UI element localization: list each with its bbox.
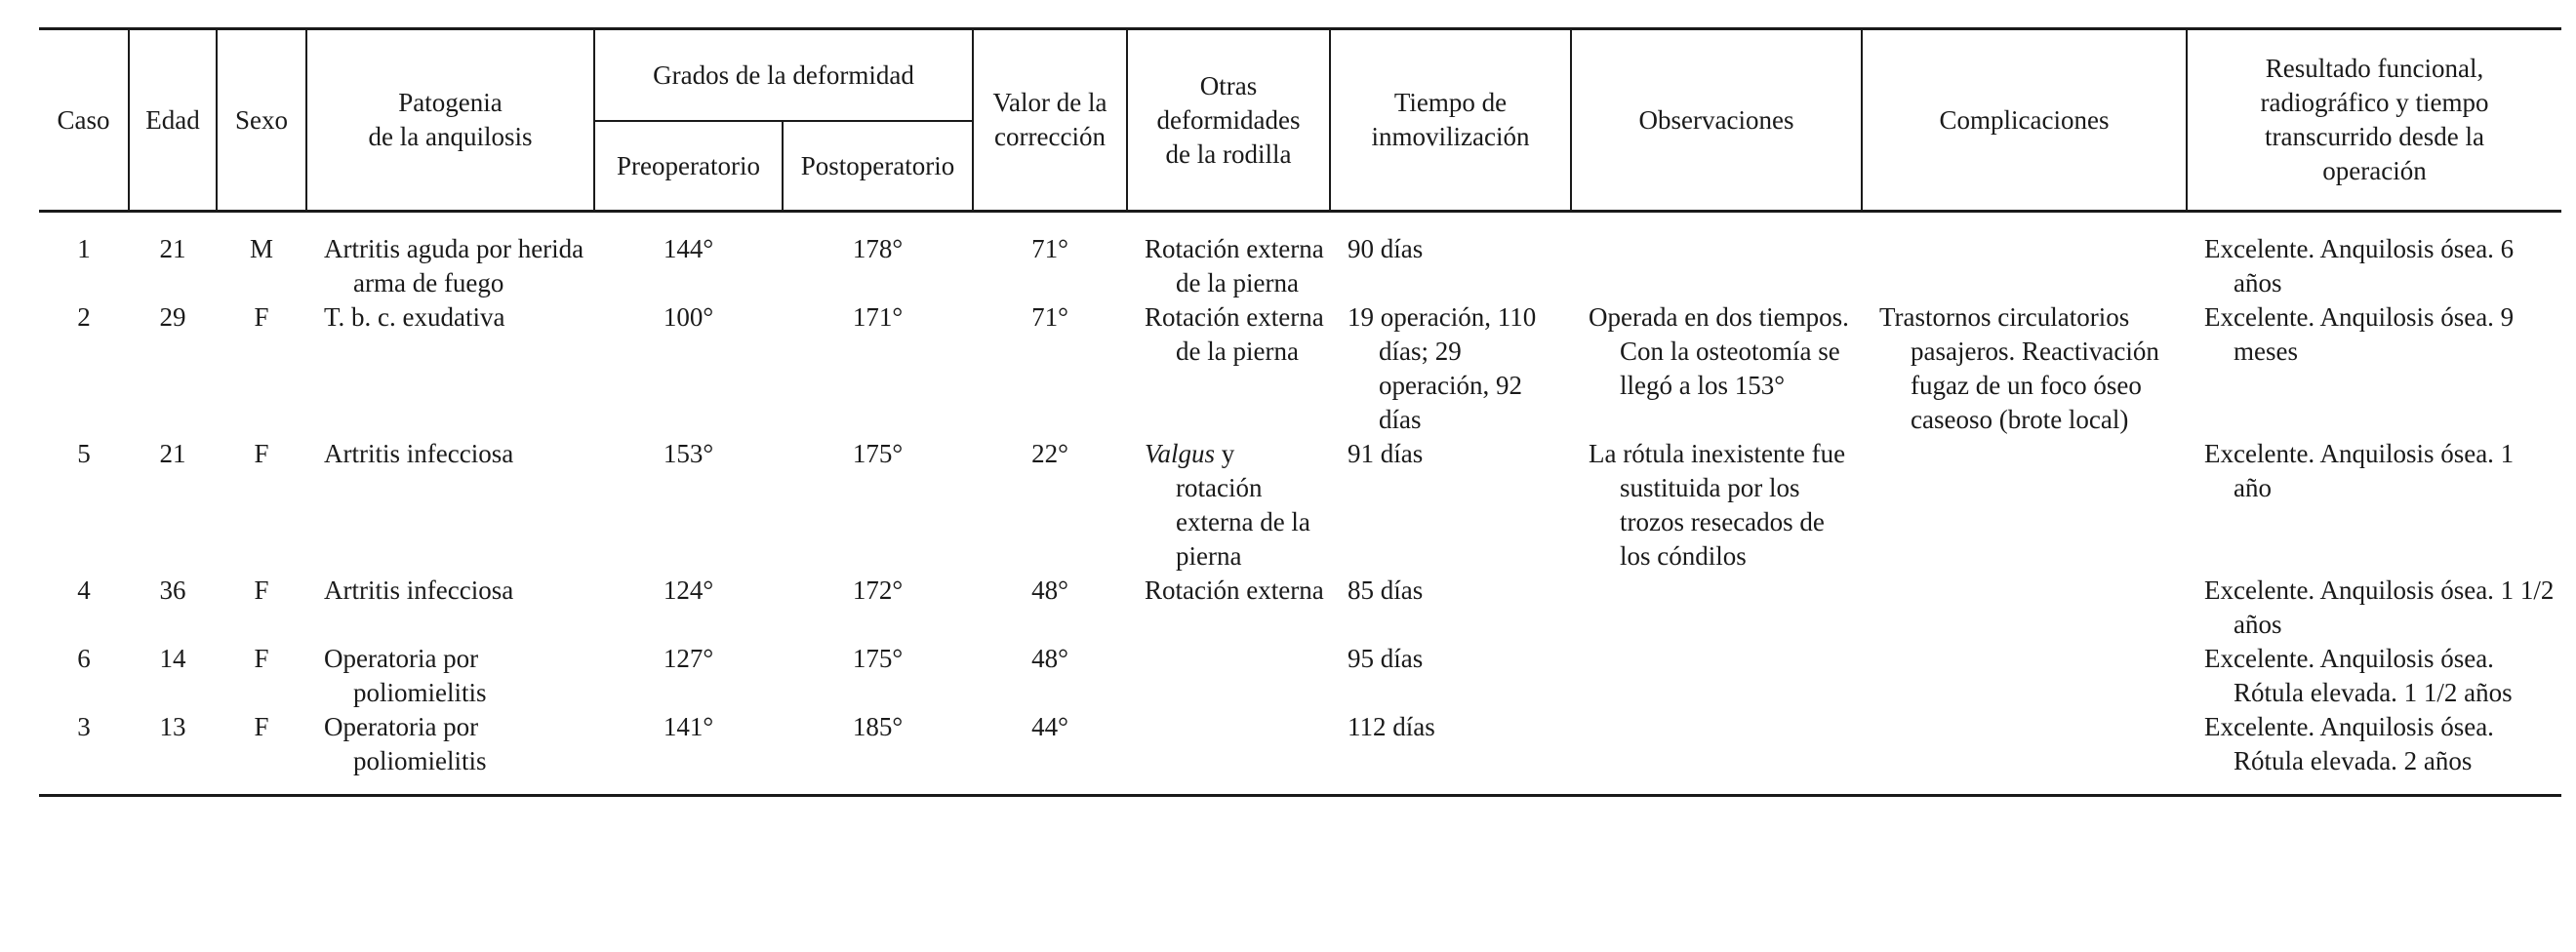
- header-resultado-line: operación: [2322, 156, 2427, 185]
- header-caso: Caso: [39, 29, 129, 212]
- cell-valor: 44°: [973, 710, 1127, 796]
- cell-observaciones: [1571, 574, 1862, 642]
- cell-sexo: M: [249, 234, 273, 263]
- cell-observaciones: Operada en dos tiempos. Con la osteotomía se llegó a los 153°: [1589, 302, 1849, 400]
- cell-otras: [1127, 212, 1330, 301]
- header-valor-line: corrección: [994, 122, 1106, 151]
- cell-preoperatorio: 124°: [663, 575, 714, 605]
- header-preoperatorio: Preoperatorio: [594, 121, 783, 212]
- cell-complicaciones: [1862, 710, 2187, 796]
- cell-resultado: Excelente. Anquilosis ósea. 1 año: [2204, 439, 2515, 502]
- cell-tiempo: 19 operación, 110 días; 29 operación, 92 días: [1348, 302, 1537, 434]
- cell-edad: 36: [159, 575, 186, 605]
- cell-complicaciones: [1862, 642, 2187, 710]
- cell-caso: 2: [77, 302, 91, 332]
- header-valor-line: Valor de la: [992, 88, 1107, 117]
- cell-resultado: Excelente. Anquilosis ósea. Rótula elevada. 1 1/2 años: [2204, 644, 2513, 707]
- header-resultado-line: transcurrido desde la: [2265, 122, 2484, 151]
- cell-preoperatorio: 127°: [663, 644, 714, 673]
- cell-observaciones: [1571, 642, 1862, 710]
- cell-patogenia: Operatoria por poliomielitis: [306, 710, 594, 796]
- header-tiempo-line: inmovilización: [1371, 122, 1530, 151]
- cell-postoperatorio: 171°: [852, 302, 904, 332]
- cell-valor: 71°: [1031, 302, 1068, 332]
- table-row: [39, 300, 2561, 437]
- cell-complicaciones: Trastornos circulatorios pasajeros. Reactivación fugaz de un foco óseo caseoso (brote local): [1879, 302, 2159, 434]
- cell-preoperatorio: 100°: [663, 302, 714, 332]
- cell-sexo: F: [254, 302, 269, 332]
- header-valor-correccion: [973, 29, 1127, 212]
- cell-preoperatorio: 141°: [594, 710, 783, 796]
- cell-sexo: F: [254, 439, 269, 468]
- cell-tiempo: 95 días: [1348, 644, 1424, 673]
- cell-edad: 21: [159, 439, 186, 468]
- clinical-table-container: [39, 27, 2561, 797]
- cell-patogenia: Artritis infecciosa: [324, 575, 514, 605]
- cell-caso: 1: [77, 234, 91, 263]
- cell-tiempo: 85 días: [1348, 575, 1424, 605]
- header-complicaciones: Complicaciones: [1862, 29, 2187, 212]
- cell-otras: [1127, 437, 1330, 574]
- cell-patogenia: Operatoria por poliomielitis: [324, 644, 487, 707]
- anquilosis-cases-table: [39, 27, 2561, 797]
- cell-otras-text: y rotación externa de la pierna: [1176, 439, 1310, 571]
- cell-postoperatorio: 185°: [783, 710, 973, 796]
- cell-postoperatorio: 175°: [852, 439, 904, 468]
- header-edad: Edad: [129, 29, 217, 212]
- header-grados-deformidad: Grados de la deformidad: [594, 29, 973, 122]
- cell-postoperatorio: 172°: [852, 575, 904, 605]
- cell-observaciones: [1571, 710, 1862, 796]
- header-postoperatorio: Postoperatorio: [783, 121, 973, 212]
- cell-complicaciones: [1862, 574, 2187, 642]
- cell-valor: 48°: [1031, 644, 1068, 673]
- header-resultado-line: radiográfico y tiempo: [2260, 88, 2489, 117]
- cell-complicaciones: [1862, 212, 2187, 301]
- cell-valor: 22°: [1031, 439, 1068, 468]
- table-row: [39, 437, 2561, 574]
- cell-observaciones: [1571, 212, 1862, 301]
- cell-sexo: F: [217, 710, 306, 796]
- cell-complicaciones: [1862, 437, 2187, 574]
- cell-patogenia: T. b. c. exudativa: [324, 302, 505, 332]
- cell-observaciones: La rótula inexistente fue sustituida por los trozos resecados de los cóndilos: [1589, 439, 1846, 571]
- cell-otras-text: Rotación externa: [1145, 575, 1324, 605]
- cell-caso: 6: [77, 644, 91, 673]
- table-header: [39, 29, 2561, 212]
- cell-postoperatorio: 178°: [852, 234, 904, 263]
- cell-postoperatorio: 175°: [852, 644, 904, 673]
- cell-caso: 5: [77, 439, 91, 468]
- cell-tiempo: 112 días: [1330, 710, 1571, 796]
- cell-patogenia: Artritis infecciosa: [324, 439, 514, 468]
- cell-resultado: Excelente. Anquilosis ósea. 6 años: [2204, 234, 2515, 298]
- header-patogenia: [306, 29, 594, 212]
- header-patogenia-line: de la anquilosis: [368, 122, 533, 151]
- table-row: [39, 710, 2561, 796]
- cell-sexo: F: [254, 575, 269, 605]
- cell-tiempo: 90 días: [1348, 234, 1424, 263]
- cell-valor: 48°: [1031, 575, 1068, 605]
- header-resultado: [2187, 29, 2561, 212]
- header-patogenia-line: Patogenia: [398, 88, 503, 117]
- cell-patogenia: Artritis aguda por herida arma de fuego: [324, 234, 584, 298]
- cell-otras: [1127, 710, 1330, 796]
- cell-otras: [1127, 300, 1330, 437]
- table-row: [39, 642, 2561, 710]
- table-row: [39, 574, 2561, 642]
- cell-edad: 29: [159, 302, 186, 332]
- cell-edad: 21: [159, 234, 186, 263]
- header-otras-line: Otras: [1199, 70, 1258, 100]
- table-row: [39, 212, 2561, 301]
- cell-otras-text: Rotación externa de la pierna: [1145, 302, 1324, 366]
- header-observaciones: Observaciones: [1571, 29, 1862, 212]
- cell-edad: 14: [159, 644, 186, 673]
- table-body: [39, 212, 2561, 796]
- cell-otras: [1127, 642, 1330, 710]
- cell-valor: 71°: [1031, 234, 1068, 263]
- cell-tiempo: 91 días: [1348, 439, 1424, 468]
- cell-resultado: Excelente. Anquilosis ósea. 9 meses: [2204, 302, 2515, 366]
- header-tiempo-line: Tiempo de: [1393, 88, 1508, 117]
- cell-caso: 4: [77, 575, 91, 605]
- header-otras-deformidades: [1127, 29, 1330, 212]
- header-resultado-line: Resultado funcional,: [2265, 54, 2484, 83]
- cell-caso: 3: [39, 710, 129, 796]
- header-otras-line: de la rodilla: [1165, 139, 1292, 169]
- header-otras-line: deformidades: [1156, 104, 1301, 135]
- cell-resultado: Excelente. Anquilosis ósea. 1 1/2 años: [2204, 575, 2555, 639]
- cell-otras-text: Rotación externa de la pierna: [1145, 234, 1324, 298]
- cell-otras-emphasis: Valgus: [1145, 439, 1216, 468]
- cell-sexo: F: [254, 644, 269, 673]
- cell-edad: 13: [129, 710, 217, 796]
- cell-preoperatorio: 153°: [663, 439, 714, 468]
- cell-otras: [1127, 574, 1330, 642]
- header-tiempo-inmovilizacion: [1330, 29, 1571, 212]
- cell-preoperatorio: 144°: [663, 234, 714, 263]
- header-sexo: Sexo: [217, 29, 306, 212]
- cell-resultado: Excelente. Anquilosis ósea. Rótula elevada. 2 años: [2187, 710, 2561, 796]
